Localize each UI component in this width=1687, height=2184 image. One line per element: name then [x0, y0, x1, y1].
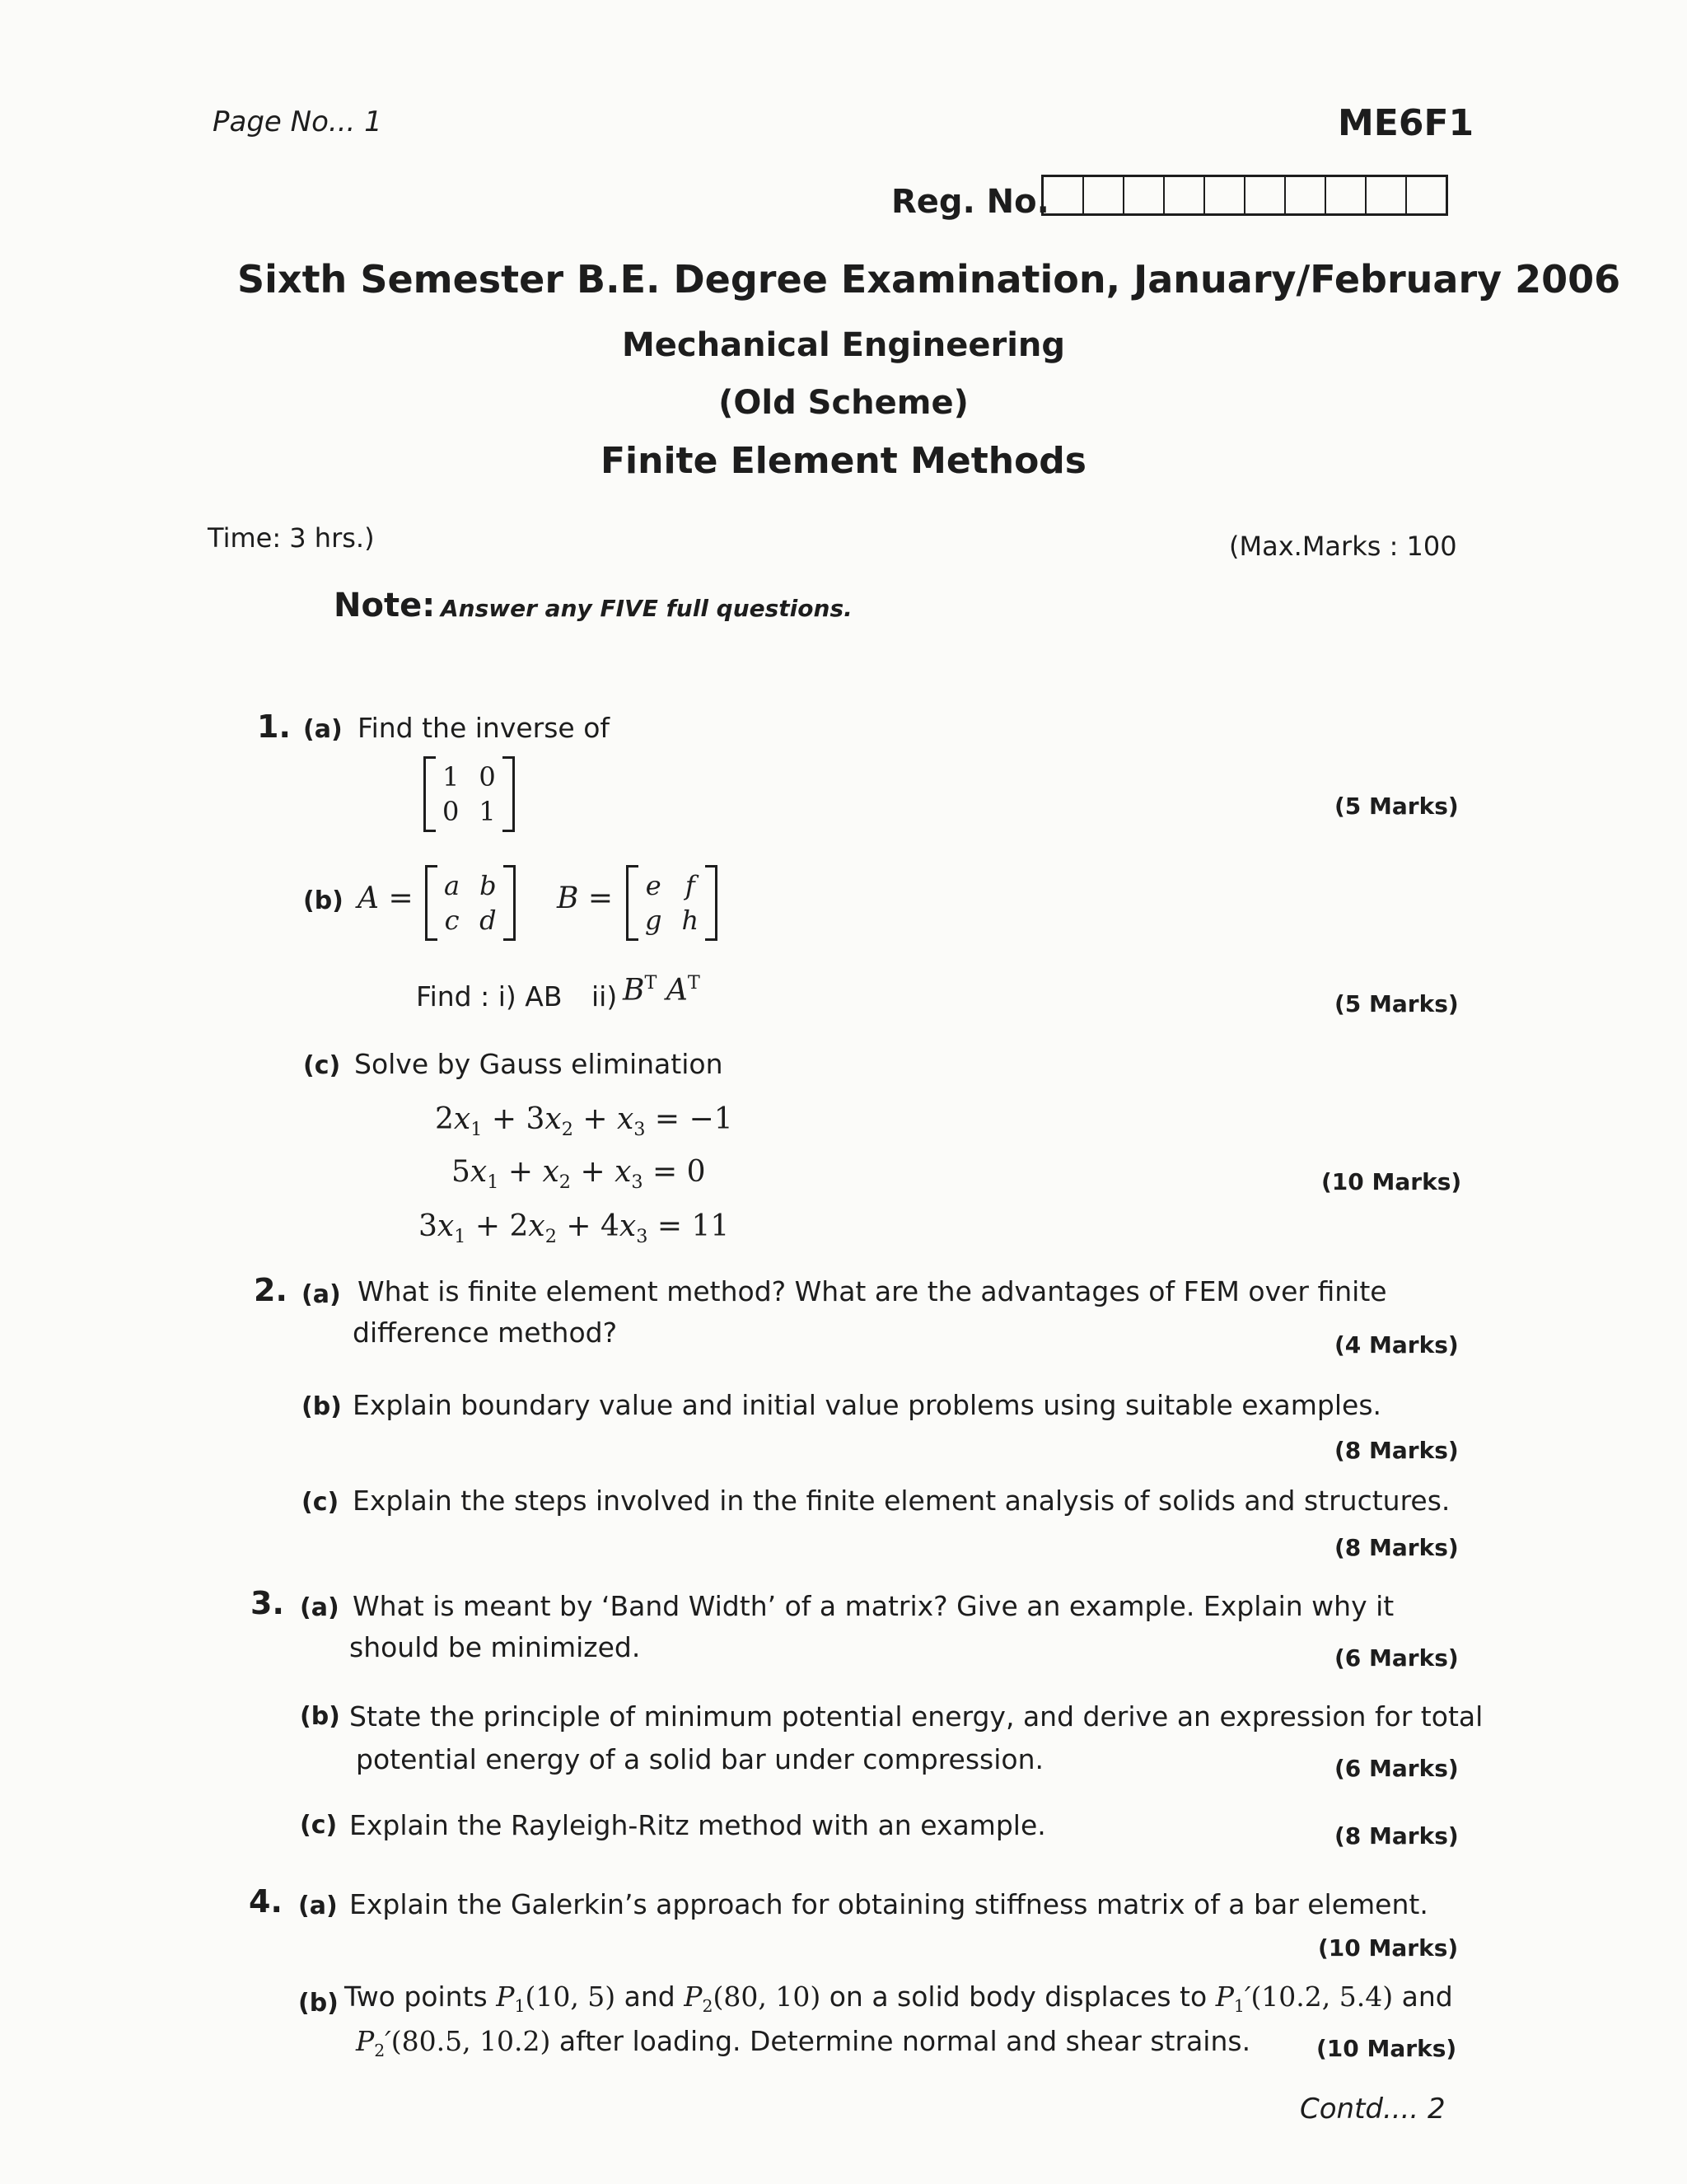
- q2c-label: (c): [301, 1488, 339, 1517]
- q3c-text: Explain the Rayleigh-Ritz method with an example.: [349, 1809, 1046, 1841]
- q4b-label: (b): [298, 1989, 339, 2018]
- q3b-label: (b): [300, 1702, 340, 1731]
- reg-box: [1367, 177, 1407, 213]
- subject-name: Finite Element Methods: [600, 440, 1087, 482]
- matrix-cell: d: [479, 905, 497, 936]
- branch-name: Mechanical Engineering: [621, 326, 1066, 364]
- q3a-label: (a): [300, 1593, 339, 1622]
- q2a-marks: (4 Marks): [1334, 1331, 1459, 1359]
- matrix-cell: 1: [479, 796, 496, 827]
- q1c-equation-2: $5x_1 + x_2 + x_3 = 0$: [451, 1155, 706, 1193]
- q2b-marks: (8 Marks): [1334, 1437, 1459, 1464]
- reg-box: [1124, 177, 1165, 213]
- question-2-number: 2.: [254, 1272, 287, 1308]
- matrix-cell: b: [479, 870, 497, 901]
- reg-box: [1165, 177, 1205, 213]
- q1b-matrix-a: [425, 865, 516, 941]
- q4a-marks: (10 Marks): [1318, 1934, 1459, 1962]
- q1b-matrix-b: [626, 865, 717, 941]
- q2b-text: Explain boundary value and initial value problems using suitable examples.: [353, 1389, 1382, 1421]
- q1a-text: Find the inverse of: [357, 712, 610, 744]
- q4a-text: Explain the Galerkin’s approach for obtaining stiffness matrix of a bar element.: [349, 1888, 1428, 1920]
- matrix-cell: c: [444, 905, 460, 936]
- question-1-number: 1.: [257, 709, 291, 745]
- q2b-label: (b): [301, 1392, 342, 1421]
- q1c-text: Solve by Gauss elimination: [354, 1048, 723, 1080]
- q4b-text-line-1: [344, 1981, 1453, 2016]
- matrix-cell: e: [645, 870, 661, 901]
- q4b-text-part: after loading. Determine normal and shear strains.: [558, 2025, 1251, 2057]
- q2a-text-line-1: What is finite element method? What are the advantages of FEM over finite: [357, 1275, 1387, 1307]
- q1b-marks: (5 Marks): [1334, 990, 1459, 1017]
- q1b-matrix-b-name: B =: [557, 882, 614, 915]
- reg-no-boxes: [1041, 175, 1448, 216]
- q3a-marks: (6 Marks): [1334, 1644, 1459, 1672]
- matrix-cell: f: [685, 870, 695, 901]
- q1c-equation-1: $2x_1 + 3x_2 + x_3 = -1$: [435, 1102, 733, 1140]
- question-3-number: 3.: [250, 1585, 284, 1621]
- reg-box: [1407, 177, 1446, 213]
- matrix-cell: 0: [442, 796, 460, 827]
- q2a-label: (a): [301, 1280, 341, 1309]
- q4b-marks: (10 Marks): [1316, 2035, 1457, 2062]
- time-allowed: Time: 3 hrs.): [208, 522, 375, 554]
- q3b-text-line-1: State the principle of minimum potential energy, and derive an expression for total: [349, 1700, 1484, 1733]
- note-label: Note:: [334, 587, 436, 624]
- reg-box: [1245, 177, 1286, 213]
- point-p2-prime: $P_2'(80.5$, 10.2): [356, 2025, 551, 2061]
- q3a-text-line-1: What is meant by ‘Band Width’ of a matrix? Give an example. Explain why it: [353, 1590, 1395, 1622]
- exam-title: Sixth Semester B.E. Degree Examination, January/February 2006: [237, 257, 1621, 302]
- q1a-label: (a): [303, 715, 343, 744]
- q1a-matrix: [423, 756, 515, 832]
- q4b-text-line-2: [356, 2025, 1250, 2060]
- point-p1: $P_1(10$, 5): [496, 1981, 616, 2017]
- q3c-label: (c): [300, 1811, 338, 1840]
- matrix-cell: a: [444, 870, 460, 901]
- max-marks: (Max.Marks : 100: [1229, 531, 1457, 562]
- q1b-find-ab: Find : i) AB: [416, 980, 563, 1012]
- q3a-text-line-2: should be minimized.: [349, 1631, 641, 1663]
- q2a-text-line-2: difference method?: [353, 1316, 618, 1349]
- reg-box: [1044, 177, 1084, 213]
- q1b-find-ii: ii): [591, 980, 618, 1012]
- reg-box: [1205, 177, 1245, 213]
- q4b-text-part: on a solid body displaces to: [829, 1981, 1208, 2013]
- point-p1-prime: $P_1'(10.2$, 5.4): [1215, 1981, 1394, 2017]
- q1c-equation-3: $3x_1 + 2x_2 + 4x_3 = 11$: [418, 1209, 730, 1247]
- q4b-text-part: Two points: [344, 1981, 488, 2013]
- q1c-label: (c): [303, 1051, 341, 1080]
- reg-box: [1286, 177, 1326, 213]
- q2c-marks: (8 Marks): [1334, 1534, 1459, 1561]
- q1b-matrix-a-name: A =: [357, 882, 414, 915]
- q1b-transpose-expr: $B^T$ $A^T$: [623, 972, 700, 1008]
- q4a-label: (a): [298, 1892, 338, 1920]
- matrix-cell: h: [681, 905, 699, 936]
- paper-code: ME6F1: [1338, 102, 1474, 144]
- page-number: Page No... 1: [213, 105, 382, 138]
- q4b-text-part: and: [624, 1981, 675, 2013]
- matrix-cell: 0: [479, 761, 496, 793]
- matrix-cell: g: [645, 905, 662, 936]
- q2c-text: Explain the steps involved in the finite element analysis of solids and structures.: [353, 1485, 1451, 1517]
- q1b-label: (b): [303, 886, 343, 915]
- continued-note: Contd.... 2: [1300, 2093, 1446, 2126]
- reg-box: [1326, 177, 1367, 213]
- reg-box: [1084, 177, 1124, 213]
- matrix-cell: 1: [442, 761, 460, 793]
- question-4-number: 4.: [249, 1883, 283, 1920]
- q3b-marks: (6 Marks): [1334, 1755, 1459, 1782]
- q1a-marks: (5 Marks): [1334, 793, 1459, 820]
- q1c-marks: (10 Marks): [1321, 1168, 1462, 1195]
- q3c-marks: (8 Marks): [1334, 1822, 1459, 1850]
- note-text: Answer any FIVE full questions.: [441, 595, 853, 622]
- q4b-text-part: and: [1401, 1981, 1453, 2013]
- reg-no-label: Reg. No.: [891, 183, 1049, 221]
- point-p2: $P_2(80$, 10): [684, 1981, 821, 2017]
- scheme-name: (Old Scheme): [718, 384, 969, 422]
- q3b-text-line-2: potential energy of a solid bar under compression.: [356, 1743, 1044, 1775]
